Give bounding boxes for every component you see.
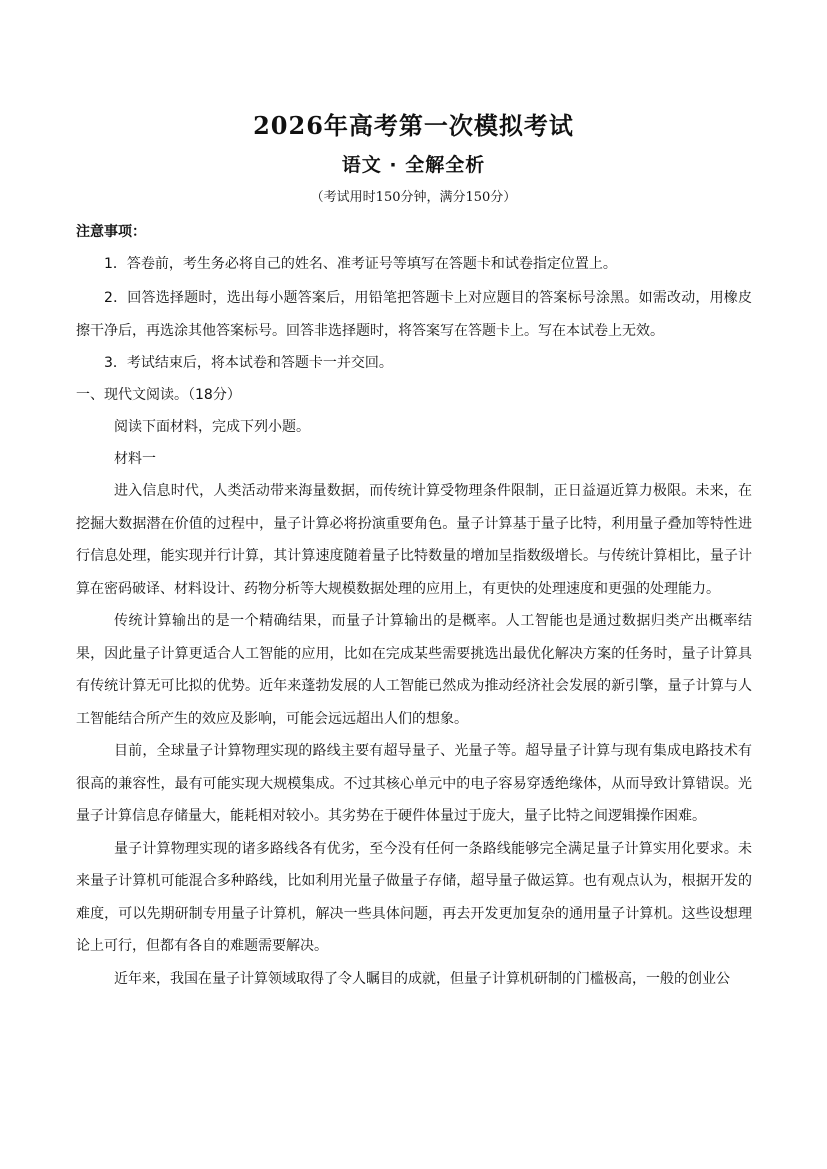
passage-paragraph: 目前，全球量子计算物理实现的路线主要有超导量子、光量子等。超导量子计算与现有集成电路技术有很高的兼容性，最有可能实现大规模集成。不过其核心单元中的电子容易穿透绝缘体，从而导致计算错误。光量子计算信息存储量大，能耗相对较小。其劣势在于硬件体量过于庞大，量子比特之间逻辑操作困难。 [76,743,752,824]
reading-instruction: 阅读下面材料，完成下列小题。 [114,419,310,435]
material-label: 材料一 [114,451,156,467]
passage-paragraph: 近年来，我国在量子计算领域取得了令人瞩目的成就，但量子计算机研制的门槛极高，一般的创业公 [114,970,730,987]
notice-item-2: 2．回答选择题时，选出每小题答案后，用铅笔把答题卡上对应题目的答案标号涂黑。如需改动，用橡皮擦干净后，再选涂其他答案标号。回答非选择题时，将答案写在答题卡上。写在本试卷上无效。 [76,290,752,339]
section-heading: 一、现代文阅读。（18分） [76,387,241,403]
notice-item-3: 3．考试结束后，将本试卷和答题卡一并交回。 [104,355,393,371]
notice-heading: 注意事项： [76,224,146,240]
notice-item-1: 1．答卷前，考生务必将自己的姓名、准考证号等填写在答题卡和试卷指定位置上。 [104,256,617,272]
reading-passage [76,475,752,995]
passage-paragraph: 进入信息时代，人类活动带来海量数据，而传统计算受物理条件限制，正日益逼近算力极限。未来，在挖掘大数据潜在价值的过程中，量子计算必将扮演重要角色。量子计算基于量子比特，利用量子叠加等特性进行信息处理，能实现并行计算，其计算速度随着量子比特数量的增加呈指数级增长。与传统计算相比，量子计算在密码破译、材料设计、药物分析等大规模数据处理的应用上，有更快的处理速度和更强的处理能力。 [76,483,752,597]
exam-title: 2026年高考第一次模拟考试 [253,111,574,140]
exam-subtitle: 语文 · 全解全析 [341,154,486,176]
passage-paragraph: 传统计算输出的是一个精确结果，而量子计算输出的是概率。人工智能也是通过数据归类产出概率结果，因此量子计算更适合人工智能的应用，比如在完成某些需要挑选出最优化解决方案的任务时，量子计算具有传统计算无可比拟的优势。近年来蓬勃发展的人工智能已然成为推动经济社会发展的新引擎，量子计算与人工智能结合所产生的效应及影响，可能会远远超出人们的想象。 [76,613,752,727]
exam-time-score: （考试用时150分钟，满分150分） [310,190,517,205]
passage-paragraph: 量子计算物理实现的诸多路线各有优劣，至今没有任何一条路线能够完全满足量子计算实用化要求。未来量子计算机可能混合多种路线，比如利用光量子做量子存储，超导量子做运算。也有观点认为，根据开发的难度，可以先期研制专用量子计算机，解决一些具体问题，再去开发更加复杂的通用量子计算机。这些设想理论上可行，但都有各自的难题需要解决。 [76,840,752,954]
